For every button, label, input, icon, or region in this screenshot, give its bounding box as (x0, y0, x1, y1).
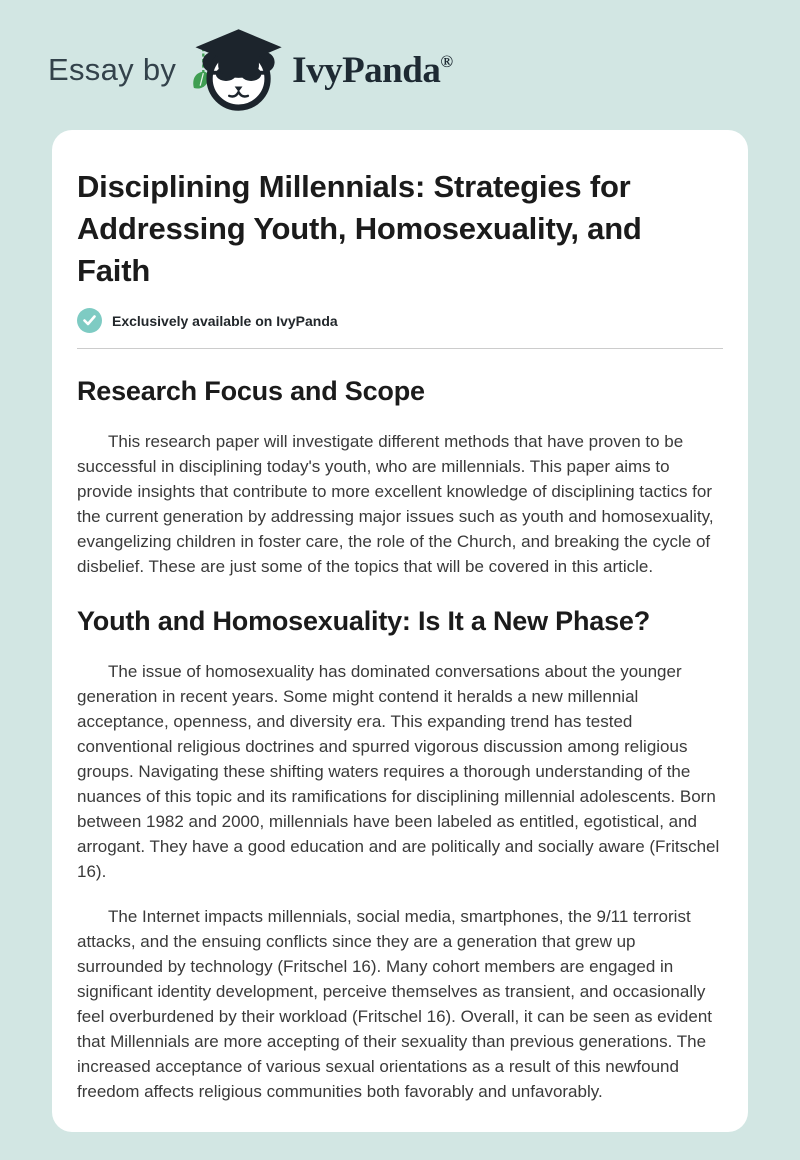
paragraph-research-focus: This research paper will investigate different methods that have proven to be successful in disciplining today's youth, who are millennials. This paper aims to provide insights that contribute to more excellent knowledge of disciplining tactics for the current generation by addressing major issues such as youth and homosexuality, evangelizing children in foster care, the role of the Church, and breaking the cycle of disbelief. These are just some of the topics that will be covered in this article. (77, 432, 714, 576)
exclusive-badge (77, 308, 723, 333)
divider (77, 348, 723, 349)
paragraph-youth-1: The issue of homosexuality has dominated conversations about the younger generation in recent years. Some might contend it heralds a new millennial acceptance, openness, and diversity era. This expanding trend has tested conventional religious doctrines and spurred vigorous discussion among religious groups. Navigating these shifting waters requires a thorough understanding of the nuances of this topic and its ramifications for disciplining millennial adolescents. Born between 1982 and 2000, millennials have been labeled as entitled, egotistical, and arrogant. They have a good education and are politically and socially aware (Fritschel 16). (77, 662, 720, 881)
badge-label: Exclusively available on IvyPanda (112, 312, 338, 329)
panda-graduate-icon (190, 26, 284, 114)
registered-mark: ® (440, 51, 453, 71)
essay-card (52, 130, 748, 1132)
ivypanda-logo (190, 26, 452, 114)
paragraph-youth-2: The Internet impacts millennials, social media, smartphones, the 9/11 terrorist attacks, and the ensuing conflicts since they are a generation that grew up surrounded by technology (Fritschel 16). Many cohort members are engaged in significant identity development, perceive themselves as transient, and occasionally feel overburdened by their workload (Fritschel 16). Overall, it can be seen as evident that Millennials are more accepting of their sexuality than previous generations. The increased acceptance of various sexual orientations as a result of this newfound freedom affects religious communities both favorably and unfavorably. (77, 907, 712, 1101)
checkmark-icon (77, 308, 102, 333)
section-heading-research-focus: Research Focus and Scope (77, 376, 425, 406)
essay-title: Disciplining Millennials: Strategies for Addressing Youth, Homosexuality, and Faith (77, 169, 642, 288)
site-header (0, 0, 800, 114)
essay-by-label: Essay by (48, 52, 177, 87)
brand-name (292, 49, 452, 92)
section-heading-youth-homosexuality: Youth and Homosexuality: Is It a New Phase? (77, 606, 651, 636)
brand-text: IvyPanda (292, 49, 441, 91)
